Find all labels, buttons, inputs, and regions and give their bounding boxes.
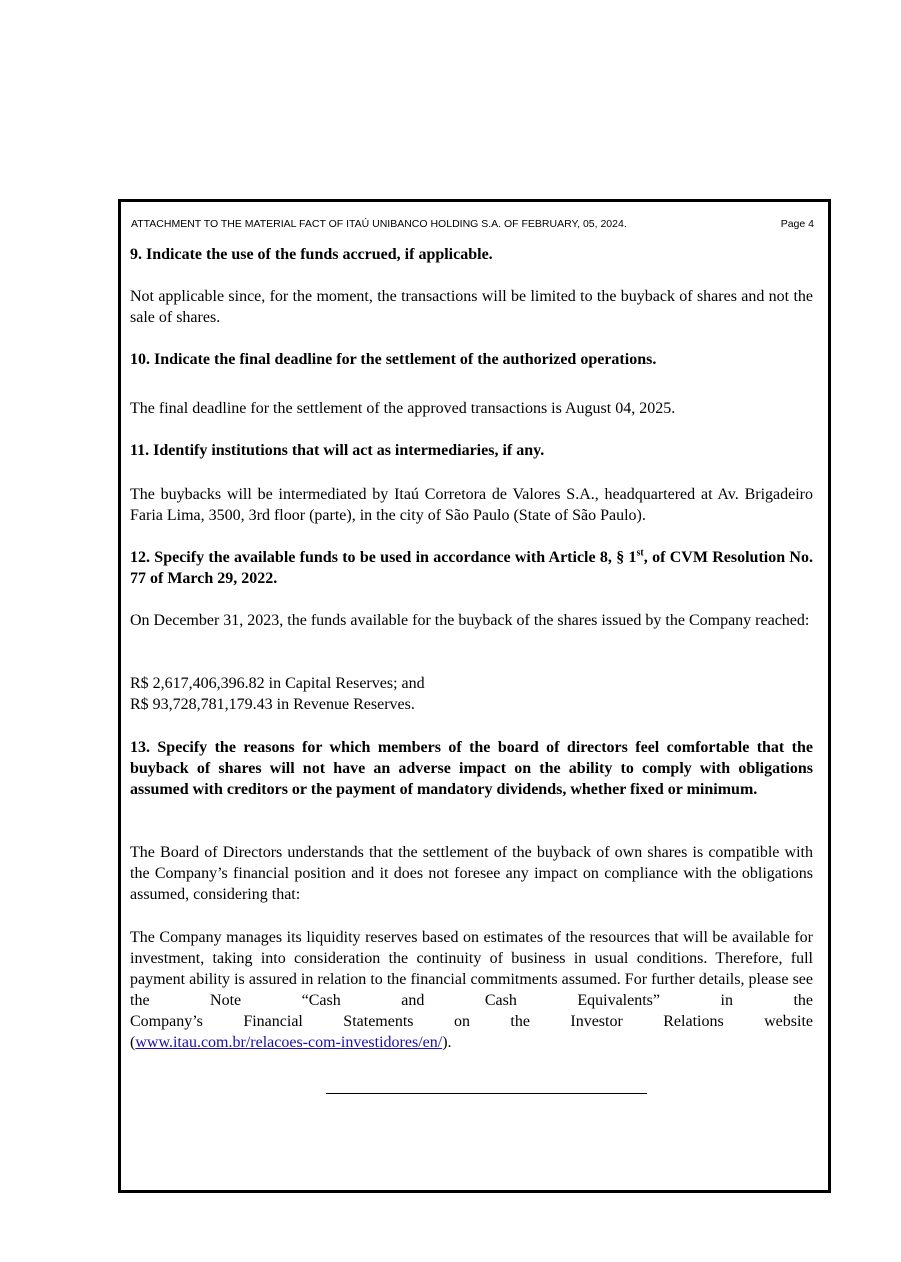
investor-relations-link[interactable]: www.itau.com.br/relacoes-com-investidores/en/ — [135, 1034, 443, 1051]
page-header — [131, 218, 814, 230]
section-13-body-1: The Board of Directors understands that the settlement of the buyback of own shares is compatible with the Company’s financial position and it does not foresee any impact on compliance with the obligations assumed, considering that: — [130, 844, 813, 903]
section-11-heading: 11. Identify institutions that will act as intermediaries, if any. — [130, 442, 545, 459]
section-11-body: The buybacks will be intermediated by Itaú Corretora de Valores S.A., headquartered at Av. Brigadeiro Faria Lima, 3500, 3rd floor (parte), in the city of São Paulo (State of São Paulo). — [130, 486, 813, 524]
investor-relations-line — [130, 1032, 813, 1053]
section-12-heading — [130, 547, 813, 589]
section-12-heading-rest: , of CVM Resolution No. 77 of March 29, 2022. — [130, 549, 813, 587]
section-13-heading: 13. Specify the reasons for which members of the board of directors feel comfortable that the buyback of shares will not have an adverse impact on the ability to comply with obligations assumed with creditors or the payment of mandatory dividends, whether fixed or minimum. — [130, 739, 813, 798]
section-12-body: On December 31, 2023, the funds available for the buyback of the shares issued by the Company reached: — [130, 612, 810, 629]
section-10-heading: 10. Indicate the final deadline for the settlement of the authorized operations. — [130, 351, 657, 368]
header-title: ATTACHMENT TO THE MATERIAL FACT OF ITAÚ UNIBANCO HOLDING S.A. OF FEBRUARY, 05, 2024. — [131, 218, 627, 230]
section-9-heading: 9. Indicate the use of the funds accrued, if applicable. — [130, 246, 493, 263]
capital-reserves-line: R$ 2,617,406,396.82 in Capital Reserves; and — [130, 675, 425, 692]
revenue-reserves-line: R$ 93,728,781,179.43 in Revenue Reserves. — [130, 696, 415, 713]
end-separator-line — [326, 1093, 647, 1094]
link-open-paren: ( — [130, 1034, 136, 1051]
page-number: Page 4 — [780, 218, 814, 230]
section-13-body-2: The Company manages its liquidity reserves based on estimates of the resources that will be available for investment, taking into consideration the continuity of business in usual conditions. Therefore, full payment ability is assured in relation to the financial commitments assumed. For further details, please see the Note “Cash and Cash Equivalents” in the — [130, 929, 813, 1009]
section-13-body-2-last-line: Company’s Financial Statements on the Investor Relations website — [130, 1013, 813, 1030]
document-frame — [118, 199, 831, 1193]
ordinal-superscript: st — [636, 547, 644, 559]
section-10-body: The final deadline for the settlement of the approved transactions is August 04, 2025. — [130, 400, 676, 417]
section-12-heading-text: 12. Specify the available funds to be used in accordance with Article 8, § 1 — [130, 549, 637, 566]
section-9-body: Not applicable since, for the moment, the transactions will be limited to the buyback of shares and not the sale of shares. — [130, 288, 813, 326]
link-close-paren: ). — [442, 1034, 452, 1051]
